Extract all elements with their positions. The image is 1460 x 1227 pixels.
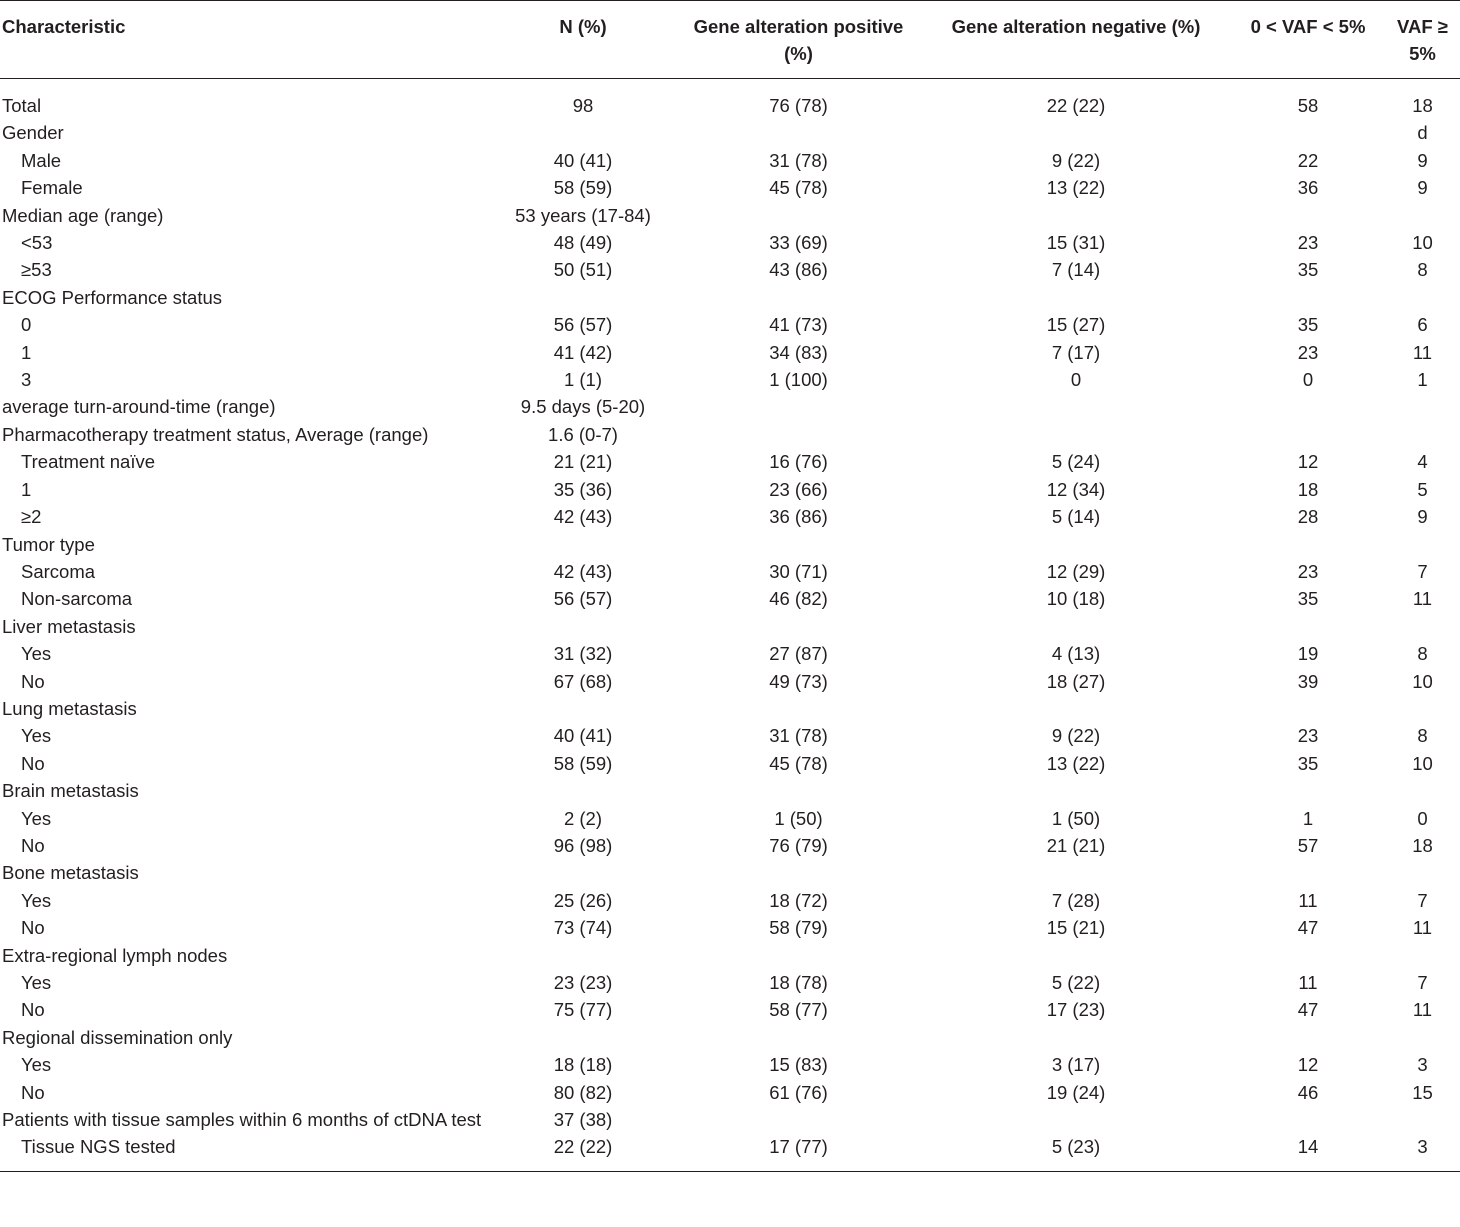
table-row <box>0 366 1460 393</box>
n-percent-cell: 9.5 days (5-20) <box>520 396 646 418</box>
characteristic-cell: ≥53 <box>21 259 52 281</box>
table-row <box>0 531 1460 558</box>
n-percent-cell <box>490 531 676 558</box>
vaf-low-cell <box>1231 942 1385 969</box>
vaf-low-cell <box>1231 777 1385 804</box>
characteristic-cell: No <box>21 1081 45 1103</box>
negative-cell <box>921 421 1231 448</box>
negative-cell: 3 (17) <box>1051 1054 1101 1076</box>
negative-cell: 12 (34) <box>1046 478 1106 500</box>
negative-cell: 7 (14) <box>1051 259 1101 281</box>
negative-cell: 9 (22) <box>1051 149 1101 171</box>
positive-cell: 30 (71) <box>769 560 828 582</box>
n-percent-cell: 98 <box>572 95 594 116</box>
positive-cell: 46 (82) <box>769 588 828 610</box>
positive-cell: 15 (83) <box>769 1054 828 1076</box>
negative-cell <box>921 393 1231 420</box>
table-row <box>0 887 1460 914</box>
table-row <box>0 805 1460 832</box>
table-row <box>0 1024 1460 1051</box>
characteristic-cell: No <box>21 752 45 774</box>
positive-cell: 45 (78) <box>769 752 828 774</box>
vaf-high-cell <box>1385 531 1460 558</box>
vaf-high-cell <box>1385 284 1460 311</box>
vaf-high-cell <box>1385 1106 1460 1133</box>
table-row <box>0 1079 1460 1106</box>
table-row <box>0 695 1460 722</box>
negative-cell: 15 (31) <box>1046 232 1106 254</box>
vaf-low-cell <box>1231 119 1385 146</box>
negative-cell: 15 (21) <box>1046 917 1106 939</box>
negative-cell: 12 (29) <box>1046 560 1106 582</box>
characteristic-cell: Female <box>21 177 83 199</box>
positive-cell: 18 (72) <box>769 889 828 911</box>
positive-cell: 31 (78) <box>769 149 828 171</box>
positive-cell: 49 (73) <box>769 670 828 692</box>
negative-cell: 1 (50) <box>1051 807 1101 829</box>
negative-cell: 13 (22) <box>1046 752 1106 774</box>
positive-cell <box>676 202 921 229</box>
vaf-high-cell <box>1385 421 1460 448</box>
negative-cell <box>921 1106 1231 1133</box>
n-percent-cell: 75 (77) <box>553 999 613 1021</box>
characteristic-cell: Yes <box>21 972 52 993</box>
vaf-low-cell: 23 <box>1297 341 1319 363</box>
vaf-low-cell: 14 <box>1231 1133 1385 1171</box>
negative-cell <box>921 777 1231 804</box>
characteristic-cell: Tumor type <box>2 533 95 555</box>
characteristic-cell: Yes <box>21 1054 52 1076</box>
vaf-low-cell <box>1231 613 1385 640</box>
n-percent-cell <box>490 1024 676 1051</box>
positive-cell: 34 (83) <box>769 341 828 363</box>
negative-cell: 4 (13) <box>1051 643 1101 665</box>
vaf-low-cell: 11 <box>1298 889 1318 911</box>
characteristic-cell: Bone metastasis <box>2 862 139 884</box>
characteristic-cell: ECOG Performance status <box>2 286 223 308</box>
negative-cell <box>921 942 1231 969</box>
vaf-low-cell <box>1231 531 1385 558</box>
table-row <box>0 229 1460 256</box>
negative-cell <box>921 531 1231 558</box>
vaf-low-cell <box>1231 421 1385 448</box>
positive-cell <box>676 695 921 722</box>
vaf-low-cell: 58 <box>1297 95 1319 116</box>
vaf-low-cell: 23 <box>1297 232 1319 254</box>
vaf-low-cell: 19 <box>1297 643 1319 665</box>
vaf-low-cell: 23 <box>1297 725 1319 747</box>
characteristic-cell: Total <box>2 95 42 116</box>
n-percent-cell: 42 (43) <box>553 506 613 528</box>
vaf-high-cell: 15 <box>1412 1081 1433 1103</box>
table-row <box>0 613 1460 640</box>
positive-cell: 58 (79) <box>769 917 828 939</box>
positive-cell: 76 (79) <box>769 834 828 856</box>
n-percent-cell: 73 (74) <box>553 917 613 939</box>
n-percent-cell: 2 (2) <box>563 807 603 829</box>
vaf-high-cell: 18 <box>1412 834 1433 856</box>
n-percent-cell: 31 (32) <box>553 643 613 665</box>
n-percent-cell: 80 (82) <box>553 1081 613 1103</box>
negative-cell: 5 (22) <box>1051 972 1101 993</box>
positive-cell: 23 (66) <box>769 478 828 500</box>
negative-cell <box>921 859 1231 886</box>
vaf-high-cell: 10 <box>1412 232 1433 254</box>
negative-cell: 13 (22) <box>1046 177 1106 199</box>
vaf-low-cell: 18 <box>1297 478 1319 500</box>
n-percent-cell: 40 (41) <box>553 149 613 171</box>
vaf-low-cell <box>1231 695 1385 722</box>
vaf-low-cell: 28 <box>1297 506 1319 528</box>
table-row <box>0 640 1460 667</box>
negative-cell <box>921 284 1231 311</box>
table-row <box>0 1051 1460 1078</box>
positive-cell <box>676 393 921 420</box>
vaf-low-cell: 35 <box>1297 314 1319 336</box>
characteristic-cell: Non-sarcoma <box>21 588 133 610</box>
vaf-low-cell <box>1231 859 1385 886</box>
negative-cell: 21 (21) <box>1046 834 1106 856</box>
vaf-high-cell: 9 <box>1417 506 1428 528</box>
positive-cell: 18 (78) <box>769 972 828 993</box>
positive-cell: 58 (77) <box>769 999 828 1021</box>
table-row <box>0 969 1460 996</box>
positive-cell <box>676 119 921 146</box>
characteristic-cell: Yes <box>21 643 52 665</box>
n-percent-cell <box>490 613 676 640</box>
characteristic-cell: ≥2 <box>21 506 42 528</box>
positive-cell <box>676 859 921 886</box>
characteristic-cell: average turn-around-time (range) <box>2 396 276 418</box>
n-percent-cell: 40 (41) <box>553 725 613 747</box>
characteristic-cell: Patients with tissue samples within 6 months of ctDNA test <box>2 1109 482 1131</box>
characteristic-cell: Yes <box>21 889 52 911</box>
table-body <box>0 79 1460 1172</box>
characteristic-cell: Sarcoma <box>21 560 96 582</box>
vaf-low-cell: 22 <box>1297 149 1319 171</box>
n-percent-cell <box>490 284 676 311</box>
vaf-low-cell: 35 <box>1297 752 1319 774</box>
n-percent-cell: 21 (21) <box>553 451 613 473</box>
vaf-low-cell: 36 <box>1297 177 1319 199</box>
n-percent-cell: 1 (1) <box>563 369 603 391</box>
positive-cell: 41 (73) <box>769 314 828 336</box>
vaf-high-cell <box>1385 942 1460 969</box>
vaf-high-cell: 5 <box>1417 478 1428 500</box>
vaf-low-cell: 47 <box>1297 917 1319 939</box>
column-header-gene-alteration-negative: Gene alteration negative (%) <box>921 1 1231 79</box>
vaf-high-cell: 11 <box>1412 341 1433 363</box>
vaf-high-cell: 7 <box>1417 560 1428 582</box>
positive-cell: 45 (78) <box>769 177 828 199</box>
negative-cell: 19 (24) <box>1046 1081 1106 1103</box>
positive-cell <box>676 284 921 311</box>
vaf-high-cell: 7 <box>1417 889 1428 911</box>
column-header-characteristic: Characteristic <box>0 1 490 79</box>
table-row <box>0 668 1460 695</box>
vaf-low-cell <box>1231 1024 1385 1051</box>
table-row <box>0 914 1460 941</box>
characteristic-cell: Yes <box>21 807 52 829</box>
negative-cell: 22 (22) <box>1046 95 1106 116</box>
vaf-high-cell: 3 <box>1417 1054 1428 1076</box>
vaf-high-cell: 10 <box>1412 752 1433 774</box>
characteristic-cell: Regional dissemination only <box>2 1026 233 1048</box>
characteristic-cell: No <box>21 670 45 692</box>
column-header-vaf-high: VAF ≥ 5% <box>1385 1 1460 79</box>
characteristic-cell: Median age (range) <box>2 204 164 226</box>
n-percent-cell: 42 (43) <box>553 560 613 582</box>
n-percent-cell: 48 (49) <box>553 232 613 254</box>
n-percent-cell: 18 (18) <box>553 1054 613 1076</box>
vaf-low-cell <box>1231 284 1385 311</box>
vaf-low-cell <box>1231 393 1385 420</box>
vaf-high-cell: d <box>1417 122 1428 144</box>
negative-cell: 17 (23) <box>1046 999 1106 1021</box>
table-row <box>0 722 1460 749</box>
negative-cell <box>921 202 1231 229</box>
vaf-low-cell: 12 <box>1297 451 1319 473</box>
characteristic-cell: Extra-regional lymph nodes <box>2 944 228 966</box>
positive-cell <box>676 777 921 804</box>
positive-cell: 76 (78) <box>769 95 828 116</box>
characteristic-cell: No <box>21 917 45 939</box>
positive-cell: 61 (76) <box>769 1081 828 1103</box>
vaf-high-cell: 4 <box>1417 451 1428 473</box>
positive-cell <box>676 421 921 448</box>
n-percent-cell <box>490 119 676 146</box>
table-row <box>0 202 1460 229</box>
vaf-low-cell: 57 <box>1297 834 1319 856</box>
table-row <box>0 750 1460 777</box>
positive-cell <box>676 942 921 969</box>
n-percent-cell <box>490 695 676 722</box>
column-header-n-percent: N (%) <box>490 1 676 79</box>
vaf-low-cell: 39 <box>1297 670 1319 692</box>
n-percent-cell: 58 (59) <box>553 177 613 199</box>
table-row <box>0 174 1460 201</box>
table-row <box>0 859 1460 886</box>
positive-cell: 17 (77) <box>676 1133 921 1171</box>
characteristic-cell: 3 <box>21 369 32 391</box>
positive-cell: 31 (78) <box>769 725 828 747</box>
vaf-low-cell <box>1231 1106 1385 1133</box>
vaf-high-cell <box>1385 777 1460 804</box>
table-row <box>0 942 1460 969</box>
n-percent-cell: 58 (59) <box>553 752 613 774</box>
table-row <box>0 339 1460 366</box>
n-percent-cell <box>490 777 676 804</box>
negative-cell: 5 (23) <box>921 1133 1231 1171</box>
characteristic-cell: No <box>21 999 45 1021</box>
positive-cell <box>676 1024 921 1051</box>
characteristic-cell: Tissue NGS tested <box>0 1133 490 1171</box>
table-row <box>0 996 1460 1023</box>
negative-cell: 9 (22) <box>1051 725 1101 747</box>
vaf-high-cell <box>1385 695 1460 722</box>
characteristic-cell: Liver metastasis <box>2 615 136 637</box>
table-row <box>0 503 1460 530</box>
negative-cell: 10 (18) <box>1046 588 1106 610</box>
table-row <box>0 476 1460 503</box>
n-percent-cell: 22 (22) <box>490 1133 676 1171</box>
vaf-low-cell: 1 <box>1302 807 1314 829</box>
vaf-high-cell: 10 <box>1412 670 1433 692</box>
table-row <box>0 832 1460 859</box>
header-row <box>0 1 1460 79</box>
table-row <box>0 256 1460 283</box>
table-row <box>0 777 1460 804</box>
n-percent-cell: 23 (23) <box>553 972 613 993</box>
positive-cell <box>676 1106 921 1133</box>
vaf-high-cell: 11 <box>1412 588 1433 610</box>
n-percent-cell: 25 (26) <box>553 889 613 911</box>
n-percent-cell: 53 years (17-84) <box>515 204 651 226</box>
vaf-high-cell: 9 <box>1417 177 1428 199</box>
vaf-high-cell: 7 <box>1417 972 1428 993</box>
n-percent-cell: 37 (38) <box>553 1109 613 1131</box>
characteristic-cell: Gender <box>2 122 64 144</box>
vaf-low-cell: 0 <box>1302 369 1314 391</box>
n-percent-cell: 41 (42) <box>553 341 613 363</box>
vaf-low-cell: 11 <box>1298 972 1318 993</box>
vaf-high-cell: 1 <box>1417 369 1428 391</box>
vaf-high-cell: 8 <box>1417 725 1428 747</box>
characteristic-cell: No <box>21 834 45 856</box>
negative-cell <box>921 695 1231 722</box>
positive-cell: 36 (86) <box>769 506 828 528</box>
positive-cell: 33 (69) <box>769 232 828 254</box>
vaf-high-cell <box>1385 613 1460 640</box>
vaf-high-cell: 3 <box>1385 1133 1460 1171</box>
characteristic-cell: 1 <box>21 341 32 363</box>
n-percent-cell: 1.6 (0-7) <box>548 423 618 445</box>
positive-cell <box>676 613 921 640</box>
vaf-low-cell <box>1231 202 1385 229</box>
vaf-high-cell: 11 <box>1412 999 1433 1021</box>
vaf-high-cell: 6 <box>1417 314 1428 336</box>
n-percent-cell: 35 (36) <box>553 478 613 500</box>
vaf-high-cell: 11 <box>1412 917 1433 939</box>
column-header-gene-alteration-positive: Gene alteration positive (%) <box>676 1 921 79</box>
negative-cell <box>921 119 1231 146</box>
vaf-high-cell: 18 <box>1412 95 1433 116</box>
characteristic-cell: Lung metastasis <box>2 697 137 719</box>
vaf-high-cell <box>1385 859 1460 886</box>
n-percent-cell: 50 (51) <box>553 259 613 281</box>
characteristic-cell: 0 <box>21 314 32 336</box>
column-header-vaf-low: 0 < VAF < 5% <box>1231 1 1385 79</box>
table-row <box>0 448 1460 475</box>
characteristic-cell: <53 <box>21 232 53 254</box>
characteristic-cell: Treatment naïve <box>21 451 156 473</box>
table-row <box>0 1106 1460 1133</box>
characteristic-cell: Male <box>21 149 62 171</box>
negative-cell <box>921 1024 1231 1051</box>
negative-cell: 0 <box>1070 369 1082 391</box>
positive-cell: 27 (87) <box>769 643 828 665</box>
positive-cell <box>676 531 921 558</box>
negative-cell: 5 (24) <box>1051 451 1101 473</box>
table-row <box>0 1133 1460 1171</box>
negative-cell: 15 (27) <box>1046 314 1106 336</box>
vaf-high-cell <box>1385 1024 1460 1051</box>
vaf-high-cell: 8 <box>1417 259 1428 281</box>
negative-cell: 7 (28) <box>1051 889 1101 911</box>
table-row <box>0 421 1460 448</box>
vaf-low-cell: 12 <box>1297 1054 1319 1076</box>
characteristic-cell: 1 <box>21 478 32 500</box>
n-percent-cell: 56 (57) <box>553 314 613 336</box>
vaf-high-cell: 0 <box>1417 807 1428 829</box>
positive-cell: 16 (76) <box>769 451 828 473</box>
table-row <box>0 311 1460 338</box>
positive-cell: 1 (50) <box>774 807 823 829</box>
n-percent-cell <box>490 859 676 886</box>
n-percent-cell: 56 (57) <box>553 588 613 610</box>
characteristic-cell: Yes <box>21 725 52 747</box>
vaf-high-cell: 9 <box>1417 149 1428 171</box>
positive-cell: 43 (86) <box>769 259 828 281</box>
negative-cell <box>921 613 1231 640</box>
table-row <box>0 558 1460 585</box>
vaf-high-cell <box>1385 393 1460 420</box>
vaf-low-cell: 46 <box>1297 1081 1319 1103</box>
vaf-low-cell: 47 <box>1297 999 1319 1021</box>
table-row <box>0 147 1460 174</box>
table-row <box>0 393 1460 420</box>
vaf-low-cell: 23 <box>1297 560 1319 582</box>
vaf-high-cell: 8 <box>1417 643 1428 665</box>
negative-cell: 5 (14) <box>1051 506 1101 528</box>
n-percent-cell: 67 (68) <box>553 670 613 692</box>
negative-cell: 7 (17) <box>1051 341 1101 363</box>
vaf-low-cell: 35 <box>1297 259 1319 281</box>
characteristic-cell: Pharmacotherapy treatment status, Average (range) <box>2 423 429 445</box>
table-row <box>0 284 1460 311</box>
table-row <box>0 119 1460 146</box>
table-row <box>0 585 1460 612</box>
negative-cell: 18 (27) <box>1046 670 1106 692</box>
positive-cell: 1 (100) <box>769 369 828 391</box>
n-percent-cell: 96 (98) <box>553 834 613 856</box>
characteristic-cell: Brain metastasis <box>2 780 139 802</box>
n-percent-cell <box>490 942 676 969</box>
vaf-high-cell <box>1385 202 1460 229</box>
table-row <box>0 79 1460 120</box>
vaf-low-cell: 35 <box>1297 588 1319 610</box>
